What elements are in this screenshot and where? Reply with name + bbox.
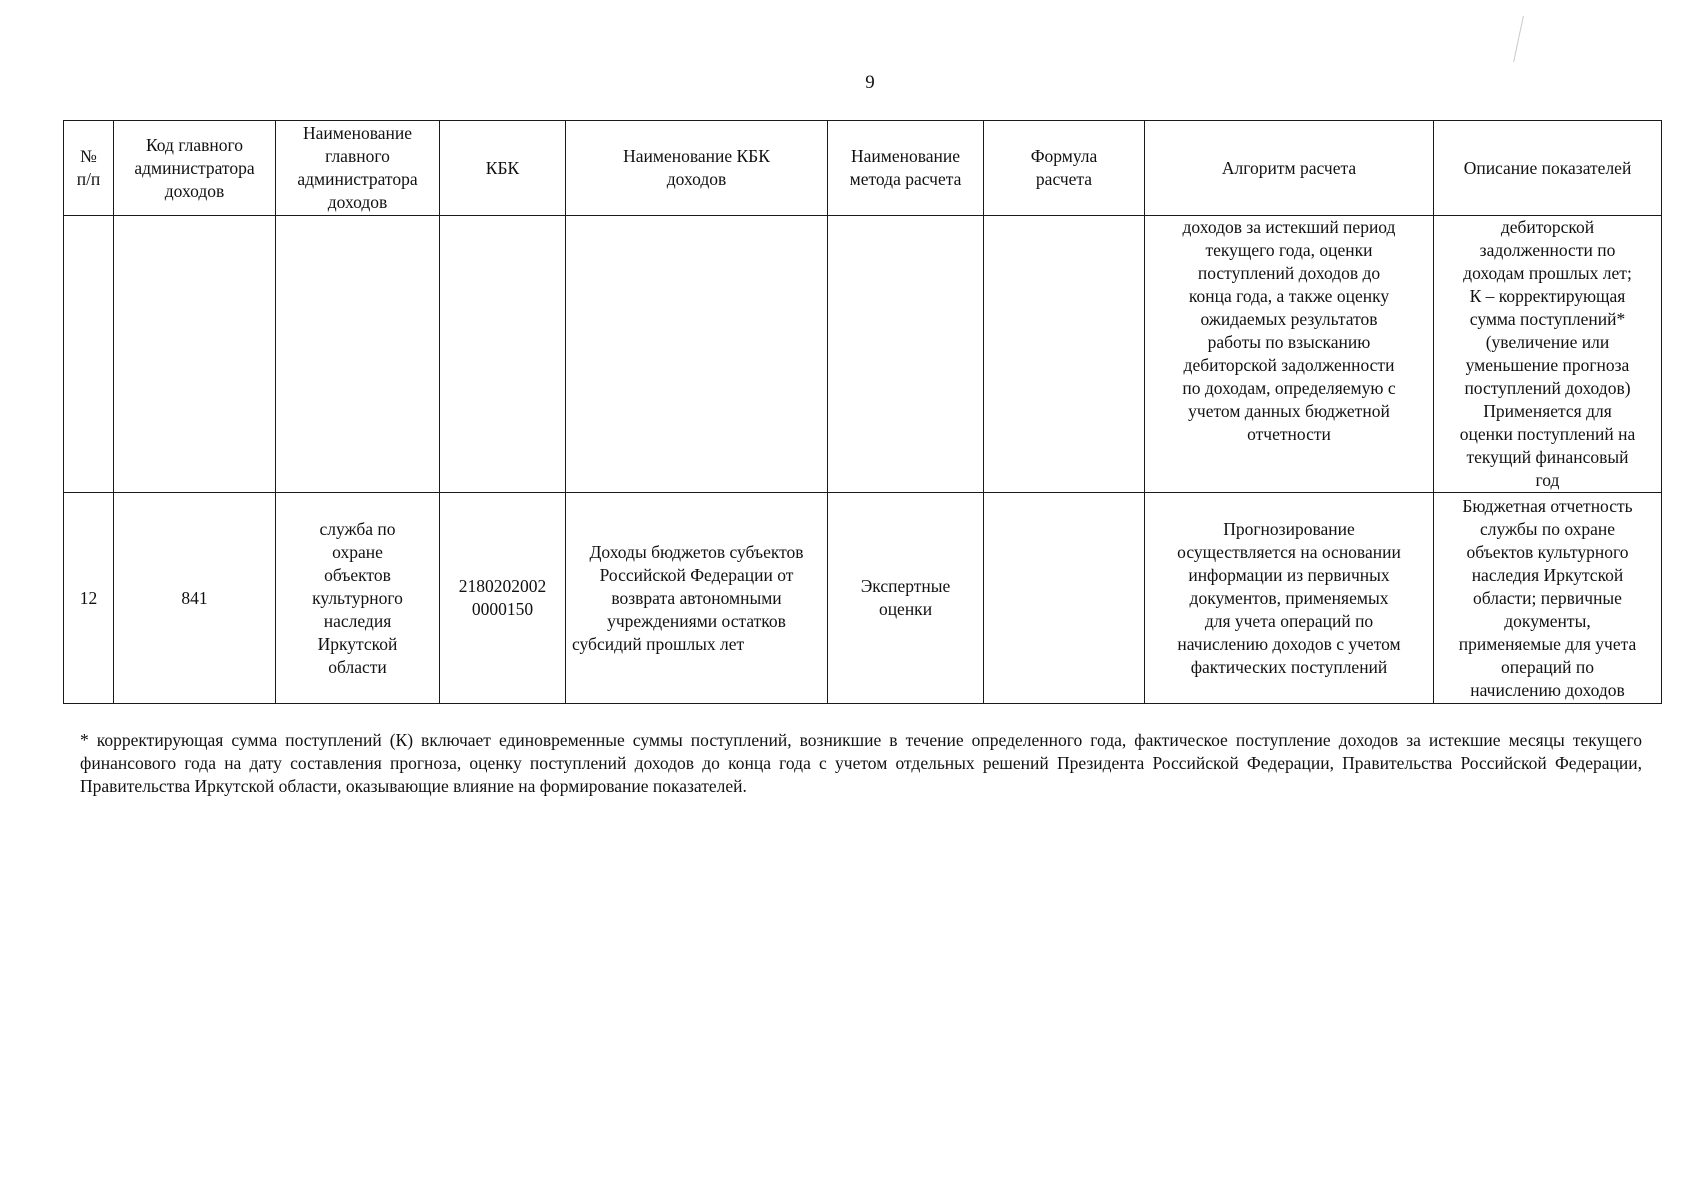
header-algorithm: Алгоритм расчета — [1145, 121, 1434, 216]
header-formula: Формула расчета — [984, 121, 1145, 216]
cell-num — [64, 216, 114, 493]
header-kbk: КБК — [440, 121, 566, 216]
cell-method — [828, 216, 984, 493]
header-method: Наименование метода расчета — [828, 121, 984, 216]
cell-description: дебиторской задолженности по доходам прошлых лет; К – корректирующая сумма поступлений* (увеличение или уменьшение прогноза поступлений доходов) Применяется для оценки поступлений на текущий финансовый год — [1434, 216, 1662, 493]
page-number: 9 — [865, 72, 875, 93]
cell-kbk: 2180202002 0000150 — [440, 493, 566, 704]
cell-method: Экспертные оценки — [828, 493, 984, 704]
scan-mark — [1513, 16, 1528, 62]
table-row-continuation — [64, 216, 1662, 493]
cell-kbk-name — [566, 216, 828, 493]
header-description: Описание показателей — [1434, 121, 1662, 216]
cell-formula — [984, 493, 1145, 704]
header-admin-code: Код главного администратора доходов — [114, 121, 276, 216]
methods-table — [63, 120, 1662, 704]
header-admin-name: Наименование главного администратора доходов — [276, 121, 440, 216]
header-kbk-name: Наименование КБК доходов — [566, 121, 828, 216]
cell-kbk — [440, 216, 566, 493]
footnote: * корректирующая сумма поступлений (К) включает единовременные суммы поступлений, возникшие в течение определенного года, фактическое поступление доходов за истекшие месяцы текущего финансового года на дату составления прогноза, оценку поступлений доходов до конца года с учетом отдельных решений Президента Российской Федерации, Правительства Российской Федерации, Правительства Иркутской области, оказывающие влияние на формирование показателей. — [80, 730, 1642, 796]
cell-admin-code — [114, 216, 276, 493]
cell-num: 12 — [64, 493, 114, 704]
cell-algorithm: Прогнозирование осуществляется на основании информации из первичных документов, применяемых для учета операций по начислению доходов с учетом фактических поступлений — [1145, 493, 1434, 704]
cell-admin-name — [276, 216, 440, 493]
header-num: № п/п — [64, 121, 114, 216]
cell-formula — [984, 216, 1145, 493]
cell-kbk-name: Доходы бюджетов субъектов Российской Федерации от возврата автономными учреждениями остатков субсидий прошлых лет — [566, 493, 828, 704]
cell-admin-name: служба по охране объектов культурного наследия Иркутской области — [276, 493, 440, 704]
cell-admin-code: 841 — [114, 493, 276, 704]
table-header-row — [64, 121, 1662, 216]
cell-description: Бюджетная отчетность службы по охране объектов культурного наследия Иркутской области; первичные документы, применяемые для учета операций по начислению доходов — [1434, 493, 1662, 704]
cell-algorithm: доходов за истекший период текущего года, оценки поступлений доходов до конца года, а также оценку ожидаемых результатов работы по взысканию дебиторской задолженности по доходам, определяемую с учетом данных бюджетной отчетности — [1145, 216, 1434, 493]
table-row-12 — [64, 493, 1662, 704]
